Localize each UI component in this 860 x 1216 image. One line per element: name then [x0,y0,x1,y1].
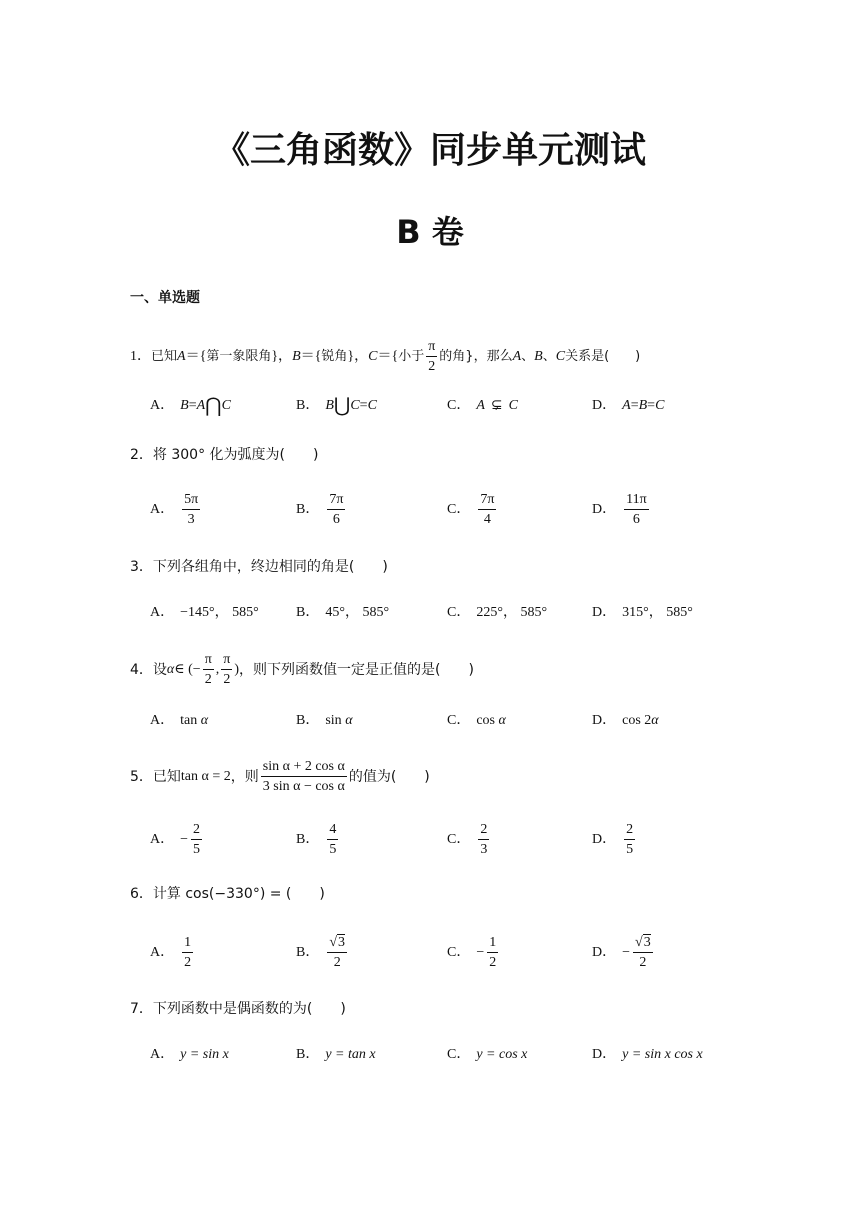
q6-option-a: A． $\frac{1}{2}$ [150,935,192,970]
q1-option-a: A． B = A ⋂ C [150,395,231,417]
q4-option-c: C． cos α [447,713,506,728]
q4-option-b: B． sin α [296,713,353,728]
q6-option-b: B． $\frac{√3}{2}$ [296,935,346,970]
fraction: $\frac{\pi}{2}$ [428,339,436,374]
q5-option-c: C． $\frac{2}{3}$ [447,822,488,857]
q2-option-a: A． $\frac{5\pi}{3}$ [150,492,199,527]
section-heading: 一、单选题 [130,290,200,306]
q3-option-b: B． 45°， 585° [296,605,390,620]
question-5: 5．已知 tan α = 2 ，则 $\frac{\text{sin α + 2 cos α}}{\text{3 sin α − cos α}}$ 的值为( ) [130,759,430,794]
page-subtitle: B 卷 [396,213,464,251]
q1-option-b: B． B ⋃ C = C [296,395,377,417]
page-title: 《三角函数》同步单元测试 [213,130,646,171]
q1-option-c: C． A ⊊ C [447,398,518,413]
question-3: 3．下列各组角中，终边相同的角是( ) [130,559,388,575]
q3-option-c: C． 225°， 585° [447,605,548,620]
q7-option-d: D． y = sin x cos x [592,1047,703,1062]
q7-option-a: A． y = sin x [150,1047,229,1062]
q5-option-b: B． $\frac{4}{5}$ [296,822,337,857]
q2-option-d: D． $\frac{11\pi}{6}$ [592,492,647,527]
q6-option-c: C． − $\frac{1}{2}$ [447,935,497,970]
q6-option-d: D． − $\frac{√3}{2}$ [592,935,651,970]
question-7: 7．下列函数中是偶函数的为( ) [130,1001,346,1017]
q1-option-d: D． A = B = C [592,398,665,413]
q2-option-b: B． $\frac{7\pi}{6}$ [296,492,344,527]
question-2: 2．将 300° 化为弧度为( ) [130,447,319,463]
q5-option-a: A． − $\frac{2}{5}$ [150,822,201,857]
q7-option-c: C． y = cos x [447,1047,528,1062]
q2-option-c: C． $\frac{7\pi}{4}$ [447,492,495,527]
q7-option-b: B． y = tan x [296,1047,376,1062]
q3-option-d: D． 315°， 585° [592,605,693,620]
q4-option-a: A． tan α [150,713,209,728]
q3-option-a: A． −145°， 585° [150,605,259,620]
question-1: 1． 已知 A ＝{ 第一象限角 }， B ＝{ 锐角 }， C ＝{ 小于 $\frac{\pi}{2}$ 的角 }，那么 A 、 B 、 C 关系是( ) [130,339,641,374]
question-6: 6．计算 cos(−330°) = ( ) [130,886,325,902]
question-4: 4．设 α ∈ (− $\frac{\pi}{2}$ , $\frac{\pi}{2}$ ) ，则下列函数值一定是正值的是( ) [130,652,474,687]
q5-option-d: D． $\frac{2}{5}$ [592,822,634,857]
q4-option-d: D． cos 2 α [592,713,659,728]
